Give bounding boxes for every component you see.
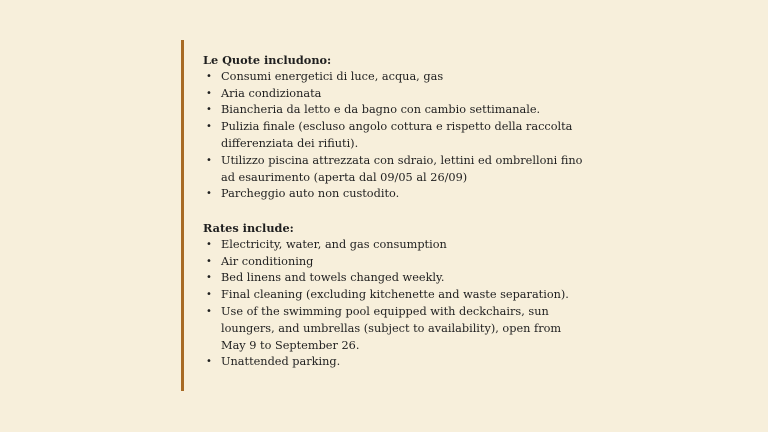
english-section [203, 220, 583, 371]
list-item: • Pulizia finale (escluso angolo cottura e rispetto della raccolta differenziata dei rifiuti). [203, 119, 583, 153]
list-item: • Biancheria da letto e da bagno con cambio settimanale. [203, 102, 583, 119]
italian-list [203, 69, 583, 203]
italian-section [203, 52, 583, 203]
list-item: • Parcheggio auto non custodito. [203, 186, 583, 203]
list-item: • Electricity, water, and gas consumption [203, 237, 583, 254]
list-item: • Use of the swimming pool equipped with deckchairs, sun loungers, and umbrellas (subject to availability), open from May 9 to September 26. [203, 304, 583, 354]
list-item: • Air conditioning [203, 254, 583, 271]
list-item: • Consumi energetici di luce, acqua, gas [203, 69, 583, 86]
accent-vertical-rule [181, 40, 184, 391]
list-item: • Final cleaning (excluding kitchenette and waste separation). [203, 287, 583, 304]
list-item: • Bed linens and towels changed weekly. [203, 270, 583, 287]
italian-heading: Le Quote includono: [203, 53, 332, 67]
english-heading: Rates include: [203, 220, 294, 235]
list-item: • Utilizzo piscina attrezzata con sdraio, lettini ed ombrelloni fino ad esaurimento (aperta dal 09/05 al 26/09) [203, 153, 583, 187]
rates-info-block [203, 52, 583, 371]
list-item: • Aria condizionata [203, 86, 583, 103]
english-list [203, 237, 583, 371]
list-item: • Unattended parking. [203, 354, 583, 371]
